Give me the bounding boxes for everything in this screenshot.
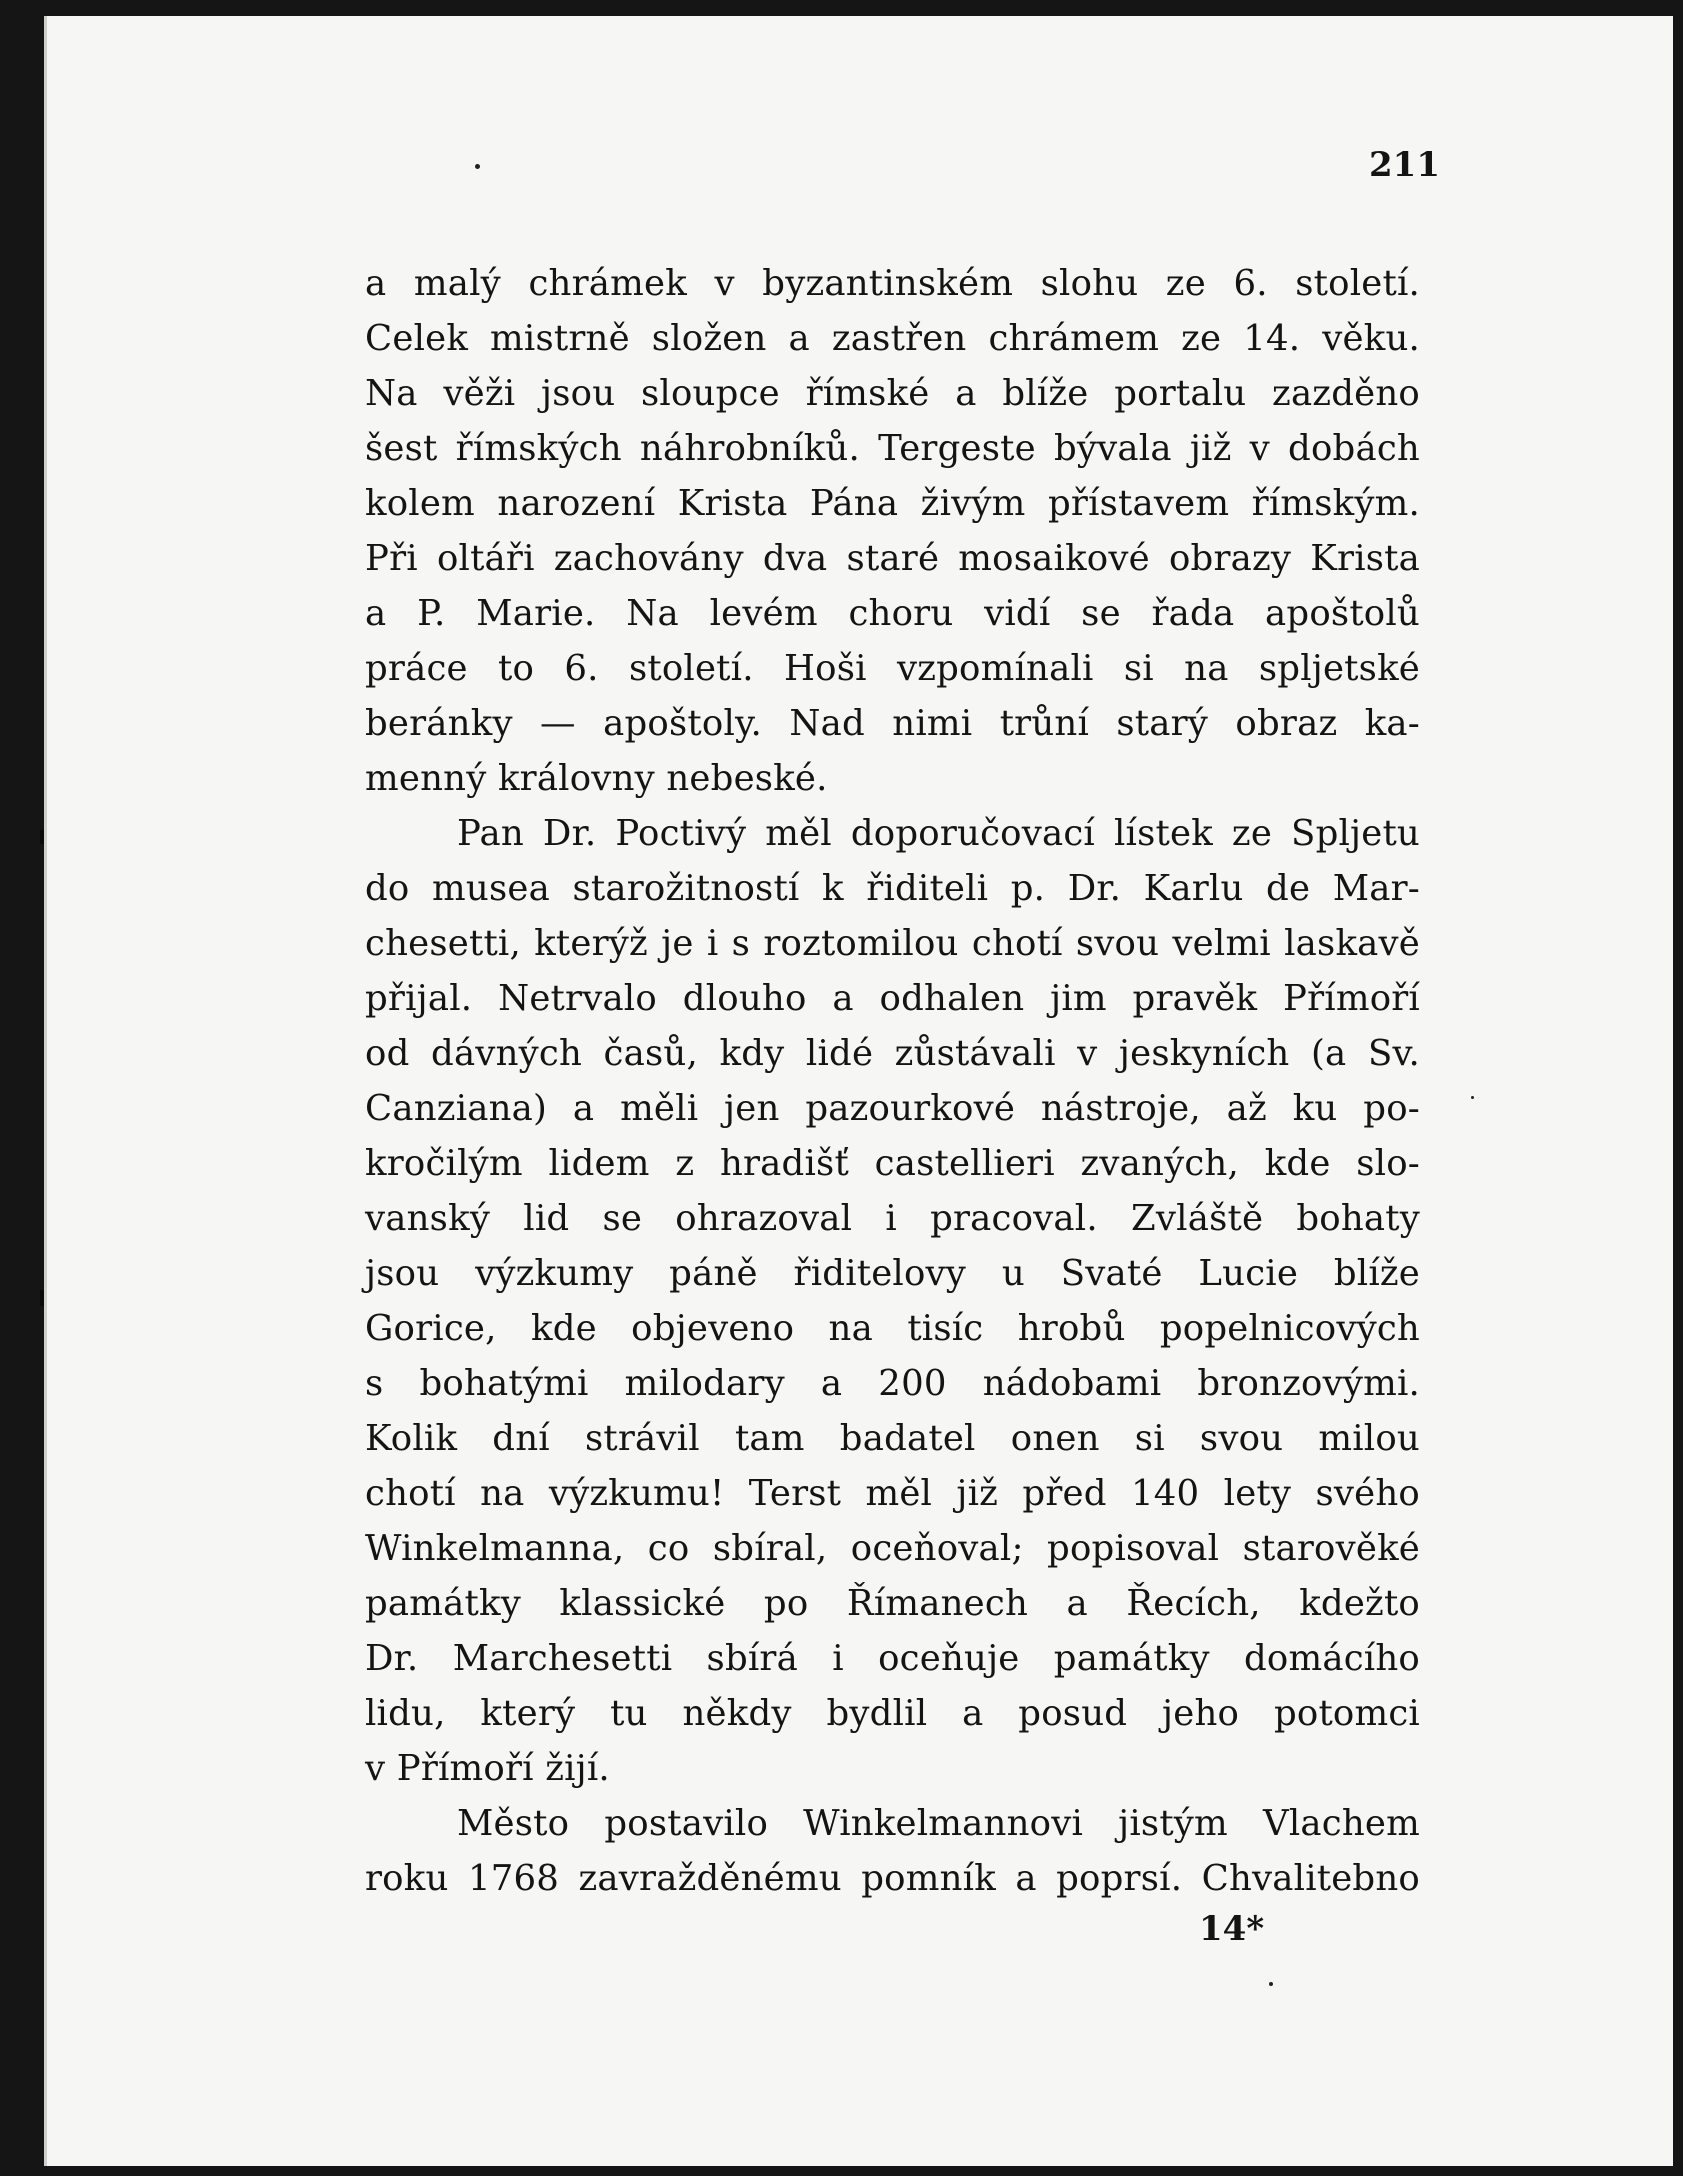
- book-page: [44, 16, 1673, 2166]
- text-line: chesetti, kterýž je i s roztomilou chotí svou velmi laskavě: [365, 923, 1420, 964]
- text-line: Na věži jsou sloupce římské a blíže portalu zazděno: [365, 373, 1420, 414]
- text-line: do musea starožitností k řiditeli p. Dr. Karlu de Mar-: [365, 868, 1420, 909]
- text-line: a malý chrámek v byzantinském slohu ze 6. století.: [365, 263, 1420, 304]
- printer-signature-mark: 14*: [1199, 1909, 1265, 1949]
- text-line: přijal. Netrvalo dlouho a odhalen jim pravěk Přímoří: [365, 978, 1420, 1019]
- page-number: 211: [1369, 145, 1440, 185]
- text-line: Při oltáři zachovány dva staré mosaikové obrazy Krista: [365, 538, 1420, 579]
- text-line: beránky — apoštoly. Nad nimi trůní starý obraz ka-: [365, 703, 1420, 744]
- text-line: kročilým lidem z hradišť castellieri zvaných, kde slo-: [365, 1143, 1420, 1184]
- text-line: Kolik dní strávil tam badatel onen si svou milou: [365, 1418, 1420, 1459]
- text-line: menný královny nebeské.: [365, 758, 828, 799]
- text-line: památky klassické po Římanech a Řecích, kdežto: [365, 1583, 1420, 1624]
- text-line: šest římských náhrobníků. Tergeste bývala již v dobách: [365, 428, 1420, 469]
- text-line: Gorice, kde objeveno na tisíc hrobů popelnicových: [365, 1308, 1420, 1349]
- body-text: [365, 256, 1420, 1906]
- text-line: od dávných časů, kdy lidé zůstávali v jeskyních (a Sv.: [365, 1033, 1420, 1074]
- text-line: roku 1768 zavražděnému pomník a poprsí. Chvalitebno: [365, 1858, 1420, 1899]
- text-line: lidu, který tu někdy bydlil a posud jeho potomci: [365, 1693, 1420, 1734]
- text-line: Celek mistrně složen a zastřen chrámem ze 14. věku.: [365, 318, 1420, 359]
- text-line: kolem narození Krista Pána živým přístavem římským.: [365, 483, 1420, 524]
- text-line: vanský lid se ohrazoval i pracoval. Zvláště bohaty: [365, 1198, 1420, 1239]
- text-line: chotí na výzkumu! Terst měl již před 140 lety svého: [365, 1473, 1420, 1514]
- text-line: Winkelmanna, co sbíral, oceňoval; popisoval starověké: [365, 1528, 1420, 1569]
- dust-speck: [475, 164, 480, 169]
- text-line: Canziana) a měli jen pazourkové nástroje, až ku po-: [365, 1088, 1420, 1129]
- text-line: jsou výzkumy páně řiditelovy u Svaté Lucie blíže: [365, 1253, 1420, 1294]
- dust-speck: [1471, 1096, 1474, 1099]
- text-line: s bohatými milodary a 200 nádobami bronzovými.: [365, 1363, 1420, 1404]
- text-line: v Přímoří žijí.: [365, 1748, 610, 1789]
- text-line: Město postavilo Winkelmannovi jistým Vlachem: [457, 1803, 1420, 1844]
- text-line: práce to 6. století. Hoši vzpomínali si na spljetské: [365, 648, 1420, 689]
- text-line: a P. Marie. Na levém choru vidí se řada apoštolů: [365, 593, 1420, 634]
- text-line: Dr. Marchesetti sbírá i oceňuje památky domácího: [365, 1638, 1420, 1679]
- text-line: Pan Dr. Poctivý měl doporučovací lístek ze Spljetu: [457, 813, 1420, 854]
- dust-speck: [1269, 1982, 1273, 1986]
